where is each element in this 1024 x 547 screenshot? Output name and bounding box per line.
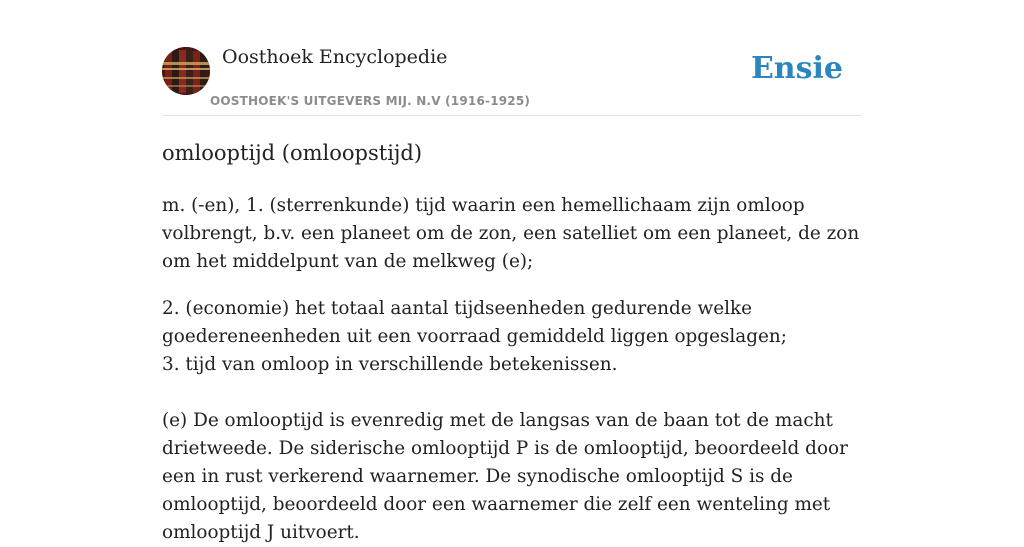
entry-paragraph: 3. tijd van omloop in verschillende betekenissen. (162, 354, 618, 375)
entry-card (162, 0, 862, 543)
publisher-label: OOSTHOEK'S UITGEVERS MIJ. N.V (1916-1925) (210, 94, 531, 108)
entry-paragraph: (e) De omlooptijd is evenredig met de langsas van de baan tot de macht drietweede. De siderische omlooptijd P is de omlooptijd, beoordeeld door een in rust verkerend waarnemer. De synodische omlooptijd S is de omlooptijd, beoordeeld door een waarnemer die zelf een wenteling met omlooptijd J uitvoert. (162, 410, 848, 543)
encyclopedia-books-icon[interactable] (162, 47, 210, 95)
entry-paragraph: m. (-en), 1. (sterrenkunde) tijd waarin een hemellichaam zijn omloop volbrengt, b.v. een planeet om de zon, een satelliet om een planeet, de zon om het middelpunt van de melkweg (e); (162, 195, 860, 272)
entry-paragraph-group (162, 295, 862, 379)
source-header (162, 0, 862, 116)
entry-title: omlooptijd (omloopstijd) (162, 141, 423, 165)
ensie-logo[interactable]: Ensie (750, 51, 843, 86)
entry-paragraph: 2. (economie) het totaal aantal tijdseenheden gedurende welke goedereneenheden uit een voorraad gemiddeld liggen opgeslagen; (162, 298, 787, 347)
source-name-link[interactable]: Oosthoek Encyclopedie (222, 46, 448, 68)
